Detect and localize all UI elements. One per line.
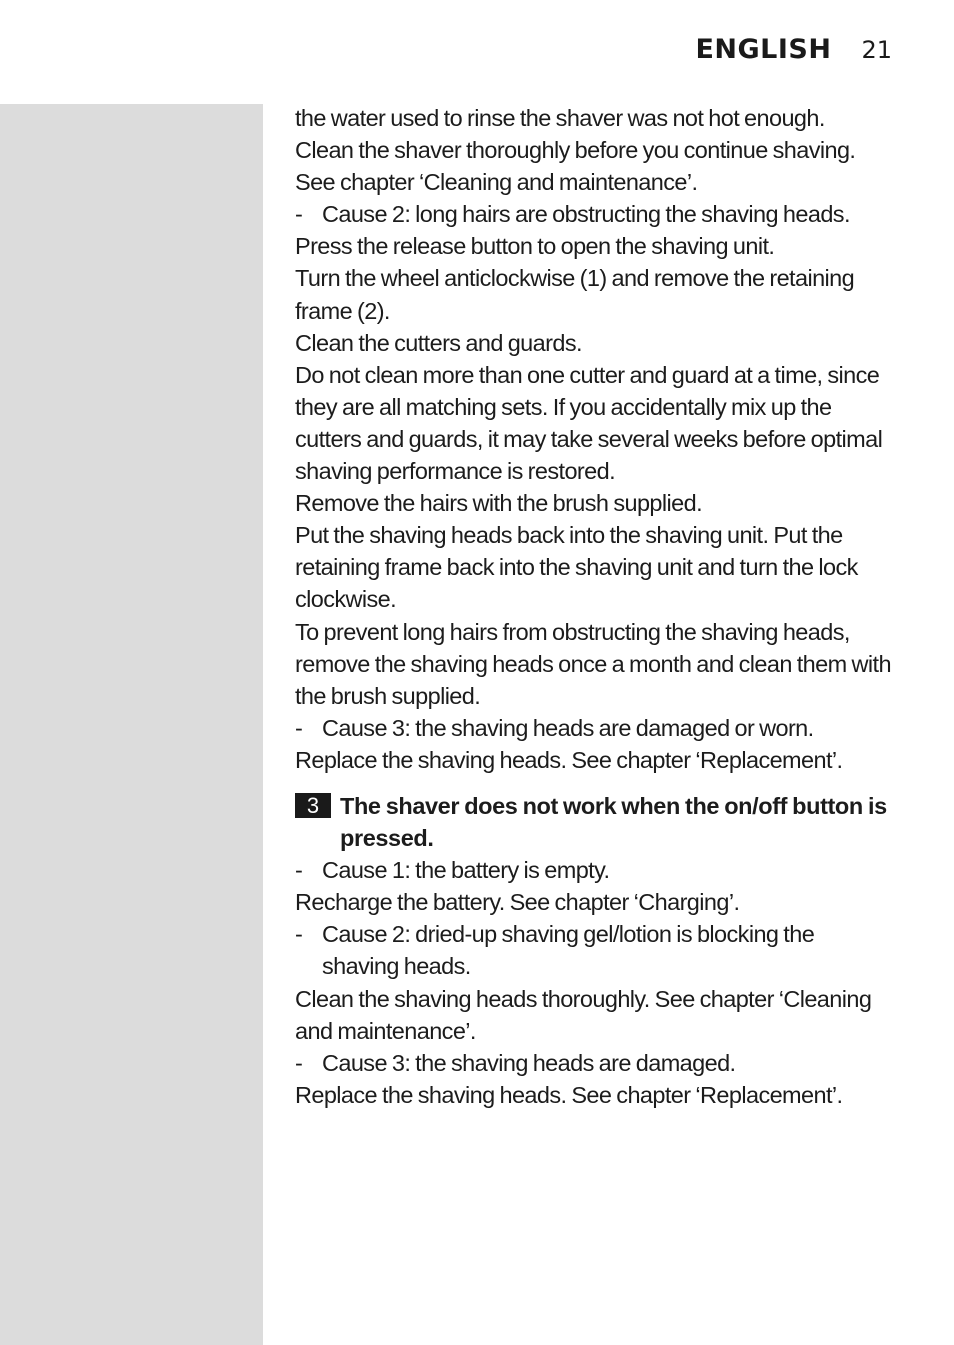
paragraph: Press the release button to open the shaving unit. [295, 233, 775, 260]
bullet-text: Cause 2: dried-up shaving gel/lotion is blocking the shaving heads. [322, 921, 815, 980]
section-heading-text: The shaver does not work when the on/off button is pressed. [340, 792, 887, 852]
sidebar-panel [0, 104, 263, 1345]
paragraph: To prevent long hairs from obstructing the shaving heads, remove the shaving heads once a month and clean them with the brush supplied. [295, 618, 891, 709]
bullet-text: Cause 2: long hairs are obstructing the shaving heads. [322, 201, 850, 228]
bullet-item [295, 918, 895, 982]
paragraph: Turn the wheel anticlockwise (1) and remove the retaining frame (2). [295, 265, 855, 324]
paragraph: Do not clean more than one cutter and guard at a time, since they are all matching sets. If you accidentally mix up the cutters and guards, it may take several weeks before optimal shaving performance is restored. [295, 361, 883, 485]
bullet-text: Cause 1: the battery is empty. [322, 857, 610, 884]
bullet-dash: - [295, 1049, 303, 1076]
bullet-dash: - [295, 857, 303, 884]
paragraph: Recharge the battery. See chapter ‘Charging’. [295, 889, 740, 916]
bullet-item [295, 1047, 895, 1079]
paragraph: Clean the shaver thoroughly before you continue shaving. See chapter ‘Cleaning and maintenance’. [295, 137, 856, 196]
bullet-dash: - [295, 714, 303, 741]
page-header [695, 34, 892, 65]
paragraph: Clean the cutters and guards. [295, 329, 582, 356]
paragraph: Put the shaving heads back into the shaving unit. Put the retaining frame back into the shaving unit and turn the lock clockwise. [295, 522, 858, 613]
bullet-dash: - [295, 201, 303, 228]
main-content [295, 102, 895, 1111]
bullet-item [295, 854, 895, 886]
step-number-badge: 3 [295, 793, 331, 818]
page-number: 21 [861, 36, 892, 64]
paragraph: the water used to rinse the shaver was not hot enough. [295, 105, 825, 131]
paragraph: Replace the shaving heads. See chapter ‘Replacement’. [295, 746, 843, 773]
bullet-item [295, 712, 895, 744]
section-heading [295, 790, 895, 854]
bullet-item [295, 198, 895, 230]
bullet-dash: - [295, 921, 303, 948]
paragraph: Clean the shaving heads thoroughly. See chapter ‘Cleaning and maintenance’. [295, 985, 872, 1044]
bullet-text: Cause 3: the shaving heads are damaged or worn. [322, 714, 814, 741]
bullet-text: Cause 3: the shaving heads are damaged. [322, 1049, 736, 1076]
language-label: ENGLISH [695, 34, 832, 65]
paragraph: Remove the hairs with the brush supplied. [295, 490, 702, 517]
paragraph: Replace the shaving heads. See chapter ‘Replacement’. [295, 1081, 843, 1108]
